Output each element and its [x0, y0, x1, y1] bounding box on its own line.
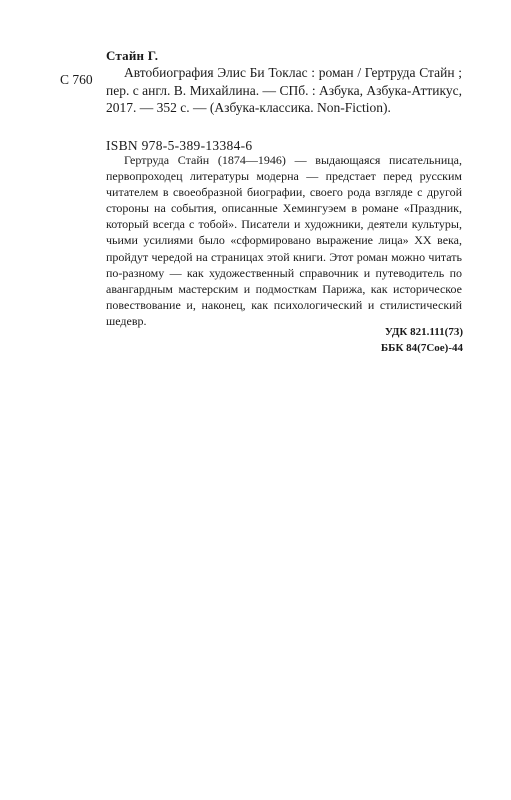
udk-code: УДК 821.111(73) [384, 326, 463, 338]
isbn: ISBN 978-5-389-13384-6 [106, 138, 253, 153]
annotation: Гертруда Стайн (1874—1946) — выдающаяся писательница, первопроходец литературы модерна — предстает перед русским читателем в своеобразной биографии, своего рода взгляде с другой стороны на события, описанные Хемингуэем в романе «Праздник, который всегда с тобой». Писатели и художники, деятели культуры, чьими усилиями было «сформировано выражение лица» XX века, пройдут чередой на страницах этой книги. Этот роман можно читать по-разному — как художественный справочник и путеводитель по авангардным мастерским и подмосткам Парижа, как историческое повествование и, наконец, как психологический и стилистический шедевр. [106, 153, 462, 328]
bbk-code: ББК 84(7Сое)-44 [380, 342, 463, 354]
author-mark: С 760 [60, 72, 93, 87]
bibliographic-description: Автобиография Элис Би Токлас : роман / Гертруда Стайн ; пер. с англ. В. Михайлина. — СПб. : Азбука, Азбука-Аттикус, 2017. — 352 с. — (Азбука-классика. Non-Fiction). [106, 65, 462, 115]
author-heading: Стайн Г. [106, 48, 159, 63]
